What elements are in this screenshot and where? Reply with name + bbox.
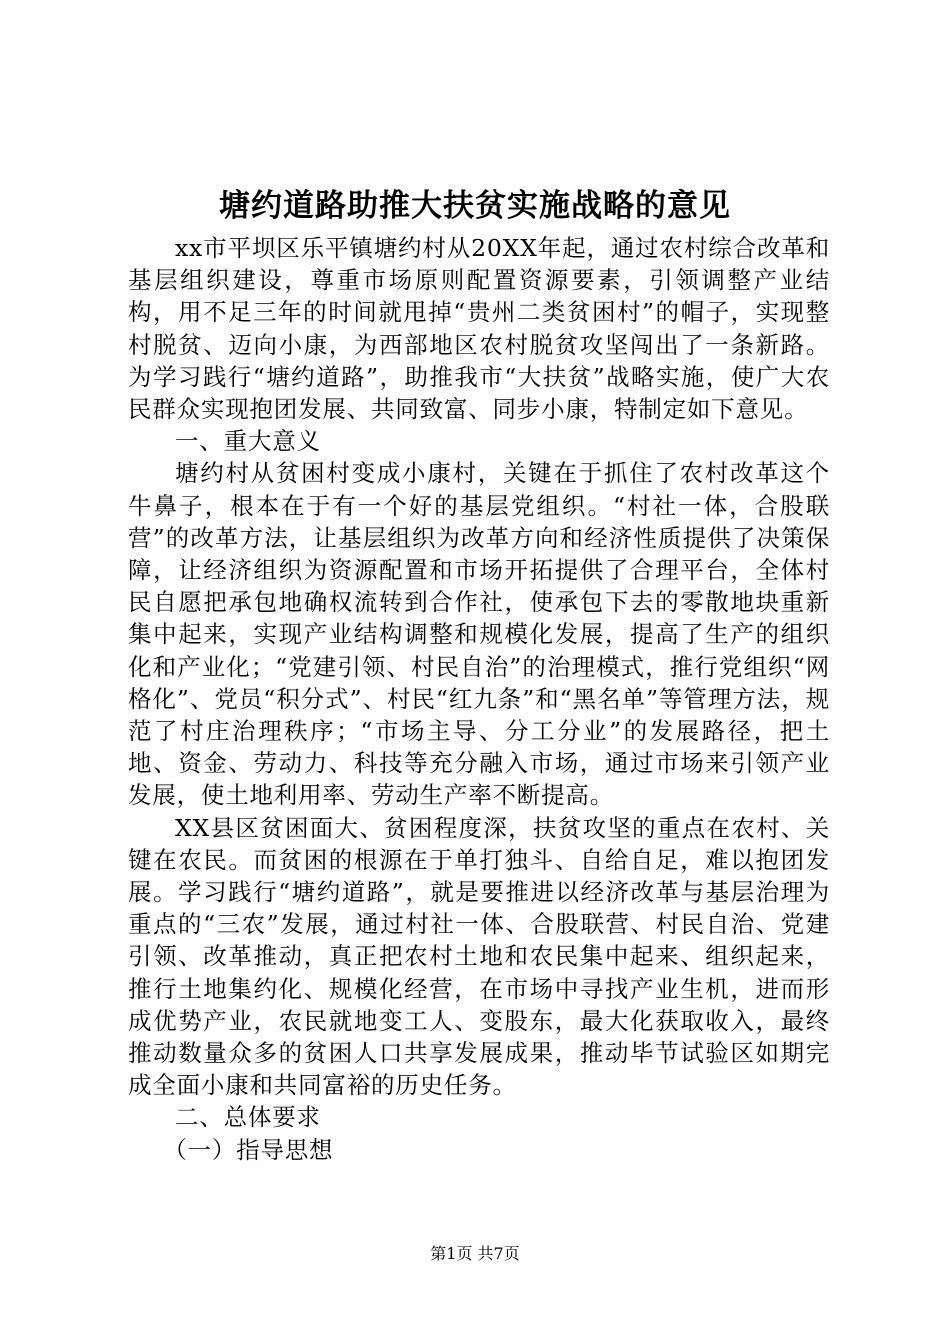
document-body xyxy=(128,232,830,1166)
section-heading-significance: 一、重大意义 xyxy=(175,427,321,456)
significance-paragraph-1: 塘约村从贫困村变成小康村，关键在于抓住了农村改革这个牛鼻子，根本在于有一个好的基层党组织。“村社一体，合股联营”的改革方法，让基层组织为改革方向和经济性质提供了决策保障，让经济组织为资源配置和市场开拓提供了合理平台，全体村民自愿把承包地确权流转到合作社，使承包下去的零散地块重新集中起来，实现产业结构调整和规模化发展，提高了生产的组织化和产业化；“党建引领、村民自治”的治理模式，推行党组织“网格化”、党员“积分式”、村民“红九条”和“黑名单”等管理方法，规范了村庄治理秩序；“市场主导、分工分业”的发展路径，把土地、资金、劳动力、科技等充分融入市场，通过市场来引领产业发展，使土地利用率、劳动生产率不断提高。 xyxy=(128,459,830,810)
subsection-heading-guiding-thought: （一）指导思想 xyxy=(163,1135,334,1164)
document-title: 塘约道路助推大扶贫实施战略的意见 xyxy=(219,188,731,224)
significance-paragraph-2: XX县区贫困面大、贫困程度深，扶贫攻坚的重点在农村、关键在农民。而贫困的根源在于单打独斗、自给自足，难以抱团发展。学习践行“塘约道路”，就是要推进以经济改革与基层治理为重点的“三农”发展，通过村社一体、合股联营、村民自治、党建引领、改革推动，真正把农村土地和农民集中起来、组织起来，推行土地集约化、规模化经营，在市场中寻找产业生机，进而形成优势产业，农民就地变工人、变股东，最大化获取收入，最终推动数量众多的贫困人口共享发展成果，推动毕节试验区如期完成全面小康和共同富裕的历史任务。 xyxy=(128,813,830,1100)
section-heading-requirements: 二、总体要求 xyxy=(175,1103,321,1132)
intro-paragraph: xx市平坝区乐平镇塘约村从20XX年起，通过农村综合改革和基层组织建设，尊重市场原则配置资源要素，引领调整产业结构，用不足三年的时间就甩掉“贵州二类贫困村”的帽子，实现整村脱贫、迈向小康，为西部地区农村脱贫攻坚闯出了一条新路。为学习践行“塘约道路”，助推我市“大扶贫”战略实施，使广大农民群众实现抱团发展、共同致富、同步小康，特制定如下意见。 xyxy=(128,234,830,424)
page-footer: 第1页 共7页 xyxy=(430,1244,520,1263)
